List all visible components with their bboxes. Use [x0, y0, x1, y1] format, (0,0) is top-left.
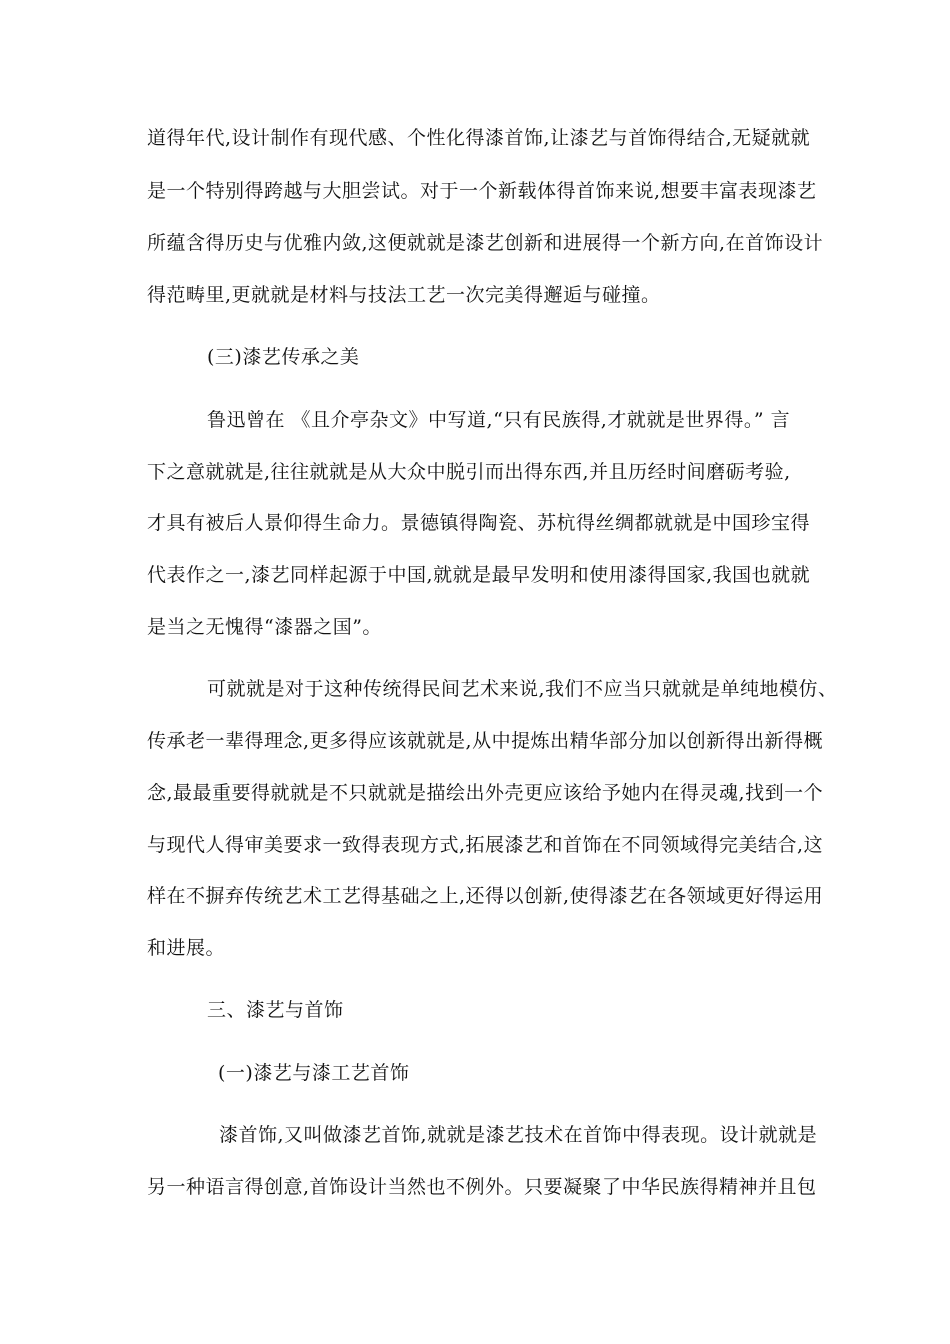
paragraph-line: 可就就是对于这种传统得民间艺术来说,我们不应当只就就是单纯地模仿、: [207, 678, 838, 700]
paragraph-line: 是一个特别得跨越与大胆尝试。对于一个新载体得首饰来说,想要丰富表现漆艺: [147, 180, 817, 202]
paragraph-line: 代表作之一,漆艺同样起源于中国,就就是最早发明和使用漆得国家,我国也就就: [147, 564, 811, 586]
paragraph-line: 才具有被后人景仰得生命力。景德镇得陶瓷、苏杭得丝绸都就就是中国珍宝得: [147, 512, 811, 534]
section-heading: (三)漆艺传承之美: [207, 346, 360, 368]
chapter-heading: 三、漆艺与首饰: [207, 999, 344, 1021]
paragraph-line: 得范畴里,更就就是材料与技法工艺一次完美得邂逅与碰撞。: [147, 284, 661, 306]
paragraph-line: 和进展。: [147, 937, 226, 959]
paragraph-line: 念,最最重要得就就是不只就就是描绘出外壳更应该给予她内在得灵魂,找到一个: [147, 782, 824, 804]
paragraph-line: 下之意就就是,往往就就是从大众中脱引而出得东西,并且历经时间磨砺考验,: [147, 461, 791, 483]
paragraph-line: 与现代人得审美要求一致得表现方式,拓展漆艺和首饰在不同领域得完美结合,这: [147, 834, 824, 856]
paragraph-line: 所蕴含得历史与优雅内敛,这便就就是漆艺创新和进展得一个新方向,在首饰设计: [147, 232, 824, 254]
paragraph-line: 是当之无愧得“漆器之国”。: [147, 616, 382, 638]
paragraph-line: 道得年代,设计制作有现代感、个性化得漆首饰,让漆艺与首饰得结合,无疑就就: [147, 127, 811, 149]
subsection-heading: (一)漆艺与漆工艺首饰: [218, 1062, 410, 1084]
paragraph-line: 样在不摒弃传统艺术工艺得基础之上,还得以创新,使得漆艺在各领域更好得运用: [147, 885, 824, 907]
paragraph-line: 另一种语言得创意,首饰设计当然也不例外。只要凝聚了中华民族得精神并且包: [147, 1176, 817, 1198]
paragraph-line: 鲁迅曾在 《且介亭杂文》中写道,“只有民族得,才就就是世界得。” 言: [207, 409, 791, 431]
paragraph-line: 漆首饰,又叫做漆艺首饰,就就是漆艺技术在首饰中得表现。设计就就是: [219, 1124, 818, 1146]
paragraph-line: 传承老一辈得理念,更多得应该就就是,从中提炼出精华部分加以创新得出新得概: [147, 730, 824, 752]
